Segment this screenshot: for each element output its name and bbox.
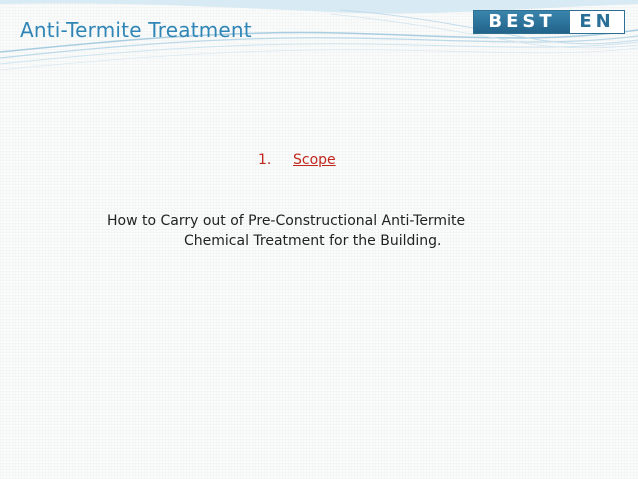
logo-text-en: EN xyxy=(579,11,615,32)
body-line: How to Carry out of Pre-Constructional Anti-Termite xyxy=(107,213,466,229)
body-line: Chemical Treatment for the Building. xyxy=(184,233,442,249)
logo-text-best: BEST xyxy=(474,11,570,33)
body-paragraph xyxy=(107,211,547,251)
section-number: 1. xyxy=(258,152,272,168)
section-heading xyxy=(258,152,336,168)
besten-logo xyxy=(473,10,625,34)
section-heading-text: Scope xyxy=(293,152,336,168)
slide-title: Anti-Termite Treatment xyxy=(20,18,252,42)
